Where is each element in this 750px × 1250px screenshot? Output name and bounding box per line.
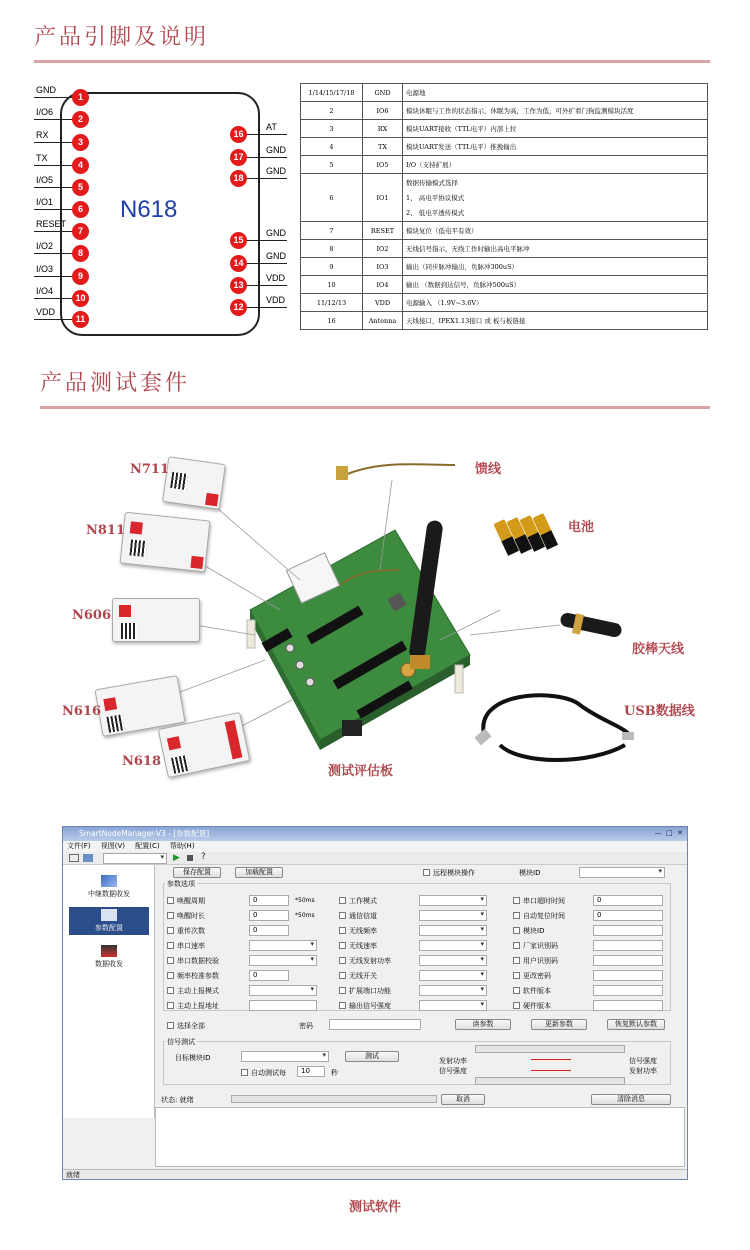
pin-description-cell bbox=[403, 240, 708, 258]
status-label: 状态: 就绪 bbox=[161, 1096, 194, 1104]
label-usb-cable: USB数据线 bbox=[624, 704, 695, 719]
module-n606 bbox=[112, 598, 200, 642]
pin-description-cell bbox=[403, 258, 708, 276]
param-checkbox[interactable] bbox=[167, 912, 174, 919]
pins-section-title: 产品引脚及说明 bbox=[34, 25, 210, 50]
auto-test-interval-input[interactable]: 10 bbox=[297, 1066, 325, 1077]
pin-number-cell: 2 bbox=[301, 102, 363, 120]
chip-right-pin-label: VDD bbox=[266, 295, 286, 305]
param-select[interactable] bbox=[249, 985, 317, 996]
param-unit: *50ms bbox=[295, 897, 315, 904]
param-value-input[interactable]: 0 bbox=[249, 895, 289, 906]
chip-left-pin-number: 11 bbox=[72, 311, 89, 328]
pin-description-table bbox=[300, 83, 708, 330]
pin-description-line: 1、 高电平协议模式 bbox=[406, 194, 465, 202]
pin-name-cell: IO5 bbox=[363, 156, 403, 174]
param-checkbox[interactable] bbox=[513, 987, 520, 994]
param-checkbox[interactable] bbox=[513, 912, 520, 919]
param-value-input[interactable] bbox=[593, 955, 663, 966]
label-feeder: 馈线 bbox=[475, 462, 502, 477]
module-id-label: 模块ID bbox=[519, 869, 541, 877]
param-checkbox[interactable] bbox=[513, 957, 520, 964]
label-n811: N811 bbox=[86, 523, 126, 538]
chip-right-pin-number: 12 bbox=[230, 299, 247, 316]
chip-right-pin-label: GND bbox=[266, 251, 286, 261]
param-label: 厂家识别码 bbox=[523, 942, 558, 950]
param-label: 模块ID bbox=[523, 927, 545, 935]
label-n711: N711 bbox=[130, 462, 170, 477]
param-select[interactable] bbox=[419, 925, 487, 936]
chip-right-pin-number: 15 bbox=[230, 232, 247, 249]
menu-help[interactable]: 帮助(H) bbox=[169, 842, 195, 850]
pin-table-row bbox=[301, 174, 708, 222]
load-config-button[interactable]: 加载配置 bbox=[235, 867, 283, 878]
pin-name-cell: IO1 bbox=[363, 174, 403, 222]
param-value-input[interactable] bbox=[593, 1000, 663, 1011]
status-bar: 就绪 bbox=[63, 1169, 687, 1179]
pin-description-cell bbox=[403, 138, 708, 156]
chip-name: N618 bbox=[120, 196, 178, 223]
param-label: 输出信号强度 bbox=[349, 1002, 391, 1010]
save-config-button[interactable]: 保存配置 bbox=[173, 867, 221, 878]
pin-description-line: I/O（支持扩展） bbox=[406, 161, 456, 169]
chip-left-pin-label: GND bbox=[36, 85, 56, 95]
param-select[interactable] bbox=[419, 910, 487, 921]
usb-cable-graphic bbox=[474, 695, 634, 760]
param-checkbox[interactable] bbox=[167, 957, 174, 964]
chip-right-pin-number: 16 bbox=[230, 126, 247, 143]
chip-left-pin-number: 5 bbox=[72, 179, 89, 196]
param-label: 扩展端口功能 bbox=[349, 987, 391, 995]
pin-number-cell: 3 bbox=[301, 120, 363, 138]
chip-right-pin-number: 18 bbox=[230, 170, 247, 187]
param-checkbox[interactable] bbox=[167, 987, 174, 994]
param-select[interactable] bbox=[249, 955, 317, 966]
module-n711 bbox=[162, 456, 226, 510]
kit-section-title: 产品测试套件 bbox=[40, 371, 191, 396]
param-value-input[interactable]: 0 bbox=[593, 910, 663, 921]
target-id-label: 目标模块ID bbox=[175, 1054, 211, 1062]
chip-left-pin-label: I/O6 bbox=[36, 107, 54, 117]
param-label: 无线速率 bbox=[349, 942, 377, 950]
tx-power-right-label: 发射功率 bbox=[629, 1067, 657, 1075]
chip-left-pin-line bbox=[34, 165, 72, 166]
toolbar bbox=[63, 852, 687, 865]
chip-left-pin-number: 3 bbox=[72, 134, 89, 151]
label-n606: N606 bbox=[72, 608, 112, 623]
param-label: 硬件版本 bbox=[523, 1002, 551, 1010]
param-select[interactable] bbox=[419, 895, 487, 906]
target-id-select[interactable] bbox=[241, 1051, 329, 1062]
pin-description-cell bbox=[403, 102, 708, 120]
chip-left-pin-label: I/O5 bbox=[36, 175, 54, 185]
chip-left-pin-label: I/O2 bbox=[36, 241, 54, 251]
pin-description-line: 模块复位（低电平有效） bbox=[406, 227, 478, 235]
auto-test-label: 自动测试每 bbox=[251, 1069, 286, 1077]
software-caption: 测试软件 bbox=[348, 1200, 401, 1215]
chip-left-pin-number: 10 bbox=[72, 290, 89, 307]
param-label: 唤醒时长 bbox=[177, 912, 205, 920]
select-all-checkbox[interactable] bbox=[167, 1022, 174, 1029]
chip-left-pin-number: 1 bbox=[72, 89, 89, 106]
param-select[interactable] bbox=[419, 1000, 487, 1011]
param-select[interactable] bbox=[419, 955, 487, 966]
chip-right-pin-label: GND bbox=[266, 228, 286, 238]
param-checkbox[interactable] bbox=[339, 987, 346, 994]
left-nav-panel bbox=[63, 865, 155, 1118]
play-icon[interactable]: ▶ bbox=[173, 853, 180, 863]
pin-name-cell: IO4 bbox=[363, 276, 403, 294]
pin-description-line: 模块UART接收（TTL电平）内部上拉 bbox=[406, 125, 517, 133]
param-checkbox[interactable] bbox=[339, 927, 346, 934]
param-checkbox[interactable] bbox=[513, 972, 520, 979]
param-label: 通信信道 bbox=[349, 912, 377, 920]
param-label: 重传次数 bbox=[177, 927, 205, 935]
param-checkbox[interactable] bbox=[339, 912, 346, 919]
data-icon bbox=[101, 945, 117, 957]
chip-right-pin-label: AT bbox=[266, 122, 277, 132]
label-battery: 电池 bbox=[568, 520, 595, 535]
param-label: 自动复位时间 bbox=[523, 912, 565, 920]
toolbar-icon-1[interactable] bbox=[69, 854, 79, 862]
pin-number-cell: 8 bbox=[301, 240, 363, 258]
param-checkbox[interactable] bbox=[167, 972, 174, 979]
chip-left-pin-line bbox=[34, 142, 72, 143]
param-checkbox[interactable] bbox=[167, 927, 174, 934]
pin-table-row bbox=[301, 138, 708, 156]
read-params-button[interactable]: 读参数 bbox=[455, 1019, 511, 1030]
pin-table-row bbox=[301, 120, 708, 138]
pin-table-row bbox=[301, 222, 708, 240]
chip-left-pin-number: 6 bbox=[72, 201, 89, 218]
pin-number-cell: 9 bbox=[301, 258, 363, 276]
chip-left-pin-line bbox=[34, 209, 72, 210]
update-params-button[interactable]: 更新参数 bbox=[531, 1019, 587, 1030]
chip-left-pin-number: 7 bbox=[72, 223, 89, 240]
chip-left-pin-line bbox=[34, 187, 72, 188]
chip-left-pin-number: 9 bbox=[72, 268, 89, 285]
chip-right-pin-number: 17 bbox=[230, 149, 247, 166]
pin-table-row bbox=[301, 84, 708, 102]
signal-progress-bottom bbox=[475, 1077, 625, 1085]
chip-right-pin-number: 14 bbox=[230, 255, 247, 272]
pin-description-cell bbox=[403, 156, 708, 174]
param-checkbox[interactable] bbox=[167, 897, 174, 904]
rubber-antenna-graphic bbox=[559, 612, 623, 639]
param-checkbox[interactable] bbox=[167, 1002, 174, 1009]
chip-left-pin-label: I/O4 bbox=[36, 286, 54, 296]
relay-icon bbox=[101, 875, 117, 887]
pin-name-cell: VDD bbox=[363, 294, 403, 312]
pin-number-cell: 4 bbox=[301, 138, 363, 156]
pin-description-line: 模块UART发送（TTL电平）推挽输出 bbox=[406, 143, 517, 151]
remote-op-label: 远程模块操作 bbox=[433, 869, 475, 877]
toolbar-port-select[interactable] bbox=[103, 853, 167, 864]
pin-name-cell: IO3 bbox=[363, 258, 403, 276]
chip-right-pin-line bbox=[247, 157, 287, 158]
pin-description-line: 数据传输模式选择 bbox=[406, 179, 458, 187]
pin-description-line: 2、 低电平透传模式 bbox=[406, 209, 465, 217]
pin-number-cell: 10 bbox=[301, 276, 363, 294]
tx-arrow bbox=[531, 1059, 571, 1060]
pin-table-row bbox=[301, 294, 708, 312]
param-value-input[interactable] bbox=[593, 940, 663, 951]
param-checkbox[interactable] bbox=[339, 1002, 346, 1009]
pin-number-cell: 5 bbox=[301, 156, 363, 174]
chip-left-pin-line bbox=[34, 298, 72, 299]
help-icon[interactable]: ? bbox=[201, 852, 206, 862]
pin-description-cell bbox=[403, 174, 708, 222]
pin-table-row bbox=[301, 258, 708, 276]
chip-left-pin-line bbox=[34, 119, 72, 120]
param-label: 更改密码 bbox=[523, 972, 551, 980]
rx-strength-left-label: 信号强度 bbox=[439, 1067, 467, 1075]
pin-description-cell bbox=[403, 312, 708, 330]
label-eval-board: 测试评估板 bbox=[328, 764, 394, 779]
param-unit: *50ms bbox=[295, 912, 315, 919]
chip-left-pin-line bbox=[34, 276, 72, 277]
password-label: 密码 bbox=[299, 1022, 313, 1030]
nav-data-transfer[interactable]: 数据收发 bbox=[69, 945, 149, 969]
param-select[interactable] bbox=[249, 940, 317, 951]
chip-left-pin-line bbox=[34, 319, 72, 320]
param-value-input[interactable]: 0 bbox=[249, 910, 289, 921]
menu-bar bbox=[63, 841, 687, 852]
pin-name-cell: IO2 bbox=[363, 240, 403, 258]
stop-icon[interactable] bbox=[187, 855, 193, 861]
param-select[interactable] bbox=[419, 940, 487, 951]
chip-left-pin-number: 2 bbox=[72, 111, 89, 128]
module-n811 bbox=[120, 512, 211, 573]
chip-right-pin-line bbox=[247, 134, 287, 135]
pin-name-cell: IO6 bbox=[363, 102, 403, 120]
param-value-input[interactable]: 0 bbox=[249, 925, 289, 936]
seconds-label: 秒 bbox=[331, 1069, 338, 1077]
clear-messages-button[interactable]: 清除消息 bbox=[591, 1094, 671, 1105]
pin-table-row bbox=[301, 312, 708, 330]
chip-left-pin-number: 8 bbox=[72, 245, 89, 262]
param-select[interactable] bbox=[419, 985, 487, 996]
chip-left-pin-label: TX bbox=[36, 153, 48, 163]
pin-description-cell bbox=[403, 120, 708, 138]
window-controls[interactable]: — □ ✕ bbox=[654, 829, 683, 837]
pin-description-line: 无线信号指示，无线工作时输出高电平脉冲 bbox=[406, 245, 530, 253]
param-checkbox[interactable] bbox=[513, 897, 520, 904]
pin-number-cell: 7 bbox=[301, 222, 363, 240]
software-window bbox=[62, 826, 688, 1180]
pin-name-cell: RX bbox=[363, 120, 403, 138]
pin-name-cell: TX bbox=[363, 138, 403, 156]
chip-left-pin-label: I/O1 bbox=[36, 197, 54, 207]
param-label: 主动上报地址 bbox=[177, 1002, 219, 1010]
param-checkbox[interactable] bbox=[513, 927, 520, 934]
config-icon bbox=[101, 909, 117, 921]
param-label: 主动上报模式 bbox=[177, 987, 219, 995]
chip-right-pin-line bbox=[247, 178, 287, 179]
toolbar-icon-2[interactable] bbox=[83, 854, 93, 862]
pin-table-row bbox=[301, 102, 708, 120]
batteries-graphic bbox=[493, 513, 558, 556]
chip-left-pin-label: I/O3 bbox=[36, 264, 54, 274]
chip-right-pin-label: GND bbox=[266, 166, 286, 176]
test-kit-photo bbox=[0, 420, 750, 800]
param-label: 无线开关 bbox=[349, 972, 377, 980]
signal-test-label: 信号测试 bbox=[167, 1038, 195, 1046]
pin-description-cell bbox=[403, 84, 708, 102]
param-label: 工作模式 bbox=[349, 897, 377, 905]
pin-table-row bbox=[301, 156, 708, 174]
param-label: 无线发射功率 bbox=[349, 957, 391, 965]
pin-table-row bbox=[301, 276, 708, 294]
param-checkbox[interactable] bbox=[339, 972, 346, 979]
pin-description-line: 模块休眠与工作的状态指示，休眠为高，工作为低，可外扩看门狗监测模块活度 bbox=[406, 107, 634, 115]
param-checkbox[interactable] bbox=[339, 957, 346, 964]
param-label: 无线频率 bbox=[349, 927, 377, 935]
pin-description-line: 输出 （数据到达信号，负脉冲500uS） bbox=[406, 281, 521, 289]
chip-left-pin-line bbox=[34, 253, 72, 254]
auto-test-checkbox[interactable] bbox=[241, 1069, 248, 1076]
pin-name-cell: RESET bbox=[363, 222, 403, 240]
pin-name-cell: GND bbox=[363, 84, 403, 102]
pin-number-cell: 6 bbox=[301, 174, 363, 222]
param-value-input[interactable]: 0 bbox=[593, 895, 663, 906]
pin-number-cell: 1/14/15/17/18 bbox=[301, 84, 363, 102]
pin-description-cell bbox=[403, 276, 708, 294]
param-checkbox[interactable] bbox=[339, 942, 346, 949]
main-progress-bar bbox=[231, 1095, 437, 1103]
pin-number-cell: 16 bbox=[301, 312, 363, 330]
kit-section-divider bbox=[40, 406, 710, 409]
param-checkbox[interactable] bbox=[339, 897, 346, 904]
param-value-input[interactable] bbox=[593, 970, 663, 981]
signal-progress-top bbox=[475, 1045, 625, 1053]
chip-right-pin-line bbox=[247, 263, 287, 264]
pin-number-cell: 11/12/13 bbox=[301, 294, 363, 312]
param-select[interactable] bbox=[419, 970, 487, 981]
password-input[interactable] bbox=[329, 1019, 421, 1030]
chip-left-pin-label: RX bbox=[36, 130, 49, 140]
select-all-label: 选择全部 bbox=[177, 1022, 205, 1030]
chip-right-pin-label: GND bbox=[266, 145, 286, 155]
label-n618: N618 bbox=[122, 754, 162, 769]
remote-op-checkbox[interactable] bbox=[423, 869, 430, 876]
param-checkbox[interactable] bbox=[513, 1002, 520, 1009]
pin-description-line: 电源地 bbox=[406, 89, 426, 97]
chip-right-pin-line bbox=[247, 285, 287, 286]
rx-arrow bbox=[531, 1070, 571, 1071]
pins-section-divider bbox=[34, 60, 710, 63]
module-id-select[interactable] bbox=[579, 867, 665, 878]
param-label: 软件版本 bbox=[523, 987, 551, 995]
pin-description-line: 输出（同步脉冲输出，负脉冲300uS） bbox=[406, 263, 519, 271]
param-value-input[interactable] bbox=[593, 985, 663, 996]
chip-right-pin-line bbox=[247, 240, 287, 241]
label-rubber-antenna: 胶棒天线 bbox=[632, 642, 685, 657]
pin-description-line: 天线接口，IPEX1.13接口 或 板与板链接 bbox=[406, 317, 526, 325]
param-value-input[interactable] bbox=[249, 1000, 317, 1011]
chip-right-pin-number: 13 bbox=[230, 277, 247, 294]
param-label: 唤醒周期 bbox=[177, 897, 205, 905]
pin-table-row bbox=[301, 240, 708, 258]
param-config-panel bbox=[159, 865, 685, 1118]
pin-description-cell bbox=[403, 294, 708, 312]
param-checkbox[interactable] bbox=[167, 942, 174, 949]
param-value-input[interactable] bbox=[593, 925, 663, 936]
param-value-input[interactable]: 0 bbox=[249, 970, 289, 981]
restore-default-button[interactable]: 恢复默认参数 bbox=[607, 1019, 665, 1030]
nav-relay-data[interactable]: 中继数据收发 bbox=[69, 875, 149, 899]
param-checkbox[interactable] bbox=[513, 942, 520, 949]
chip-left-pin-line bbox=[34, 231, 72, 232]
pin-description-cell bbox=[403, 222, 708, 240]
window-title: SmartNodeManager-V3 - [参数配置] bbox=[63, 827, 687, 841]
test-button[interactable]: 测试 bbox=[345, 1051, 399, 1062]
chip-left-pin-label: RESET bbox=[36, 219, 67, 229]
chip-right-pin-line bbox=[247, 307, 287, 308]
menu-view[interactable]: 视图(V) bbox=[100, 842, 125, 850]
nav-param-config[interactable]: 参数配置 bbox=[69, 907, 149, 935]
label-n616: N616 bbox=[62, 704, 102, 719]
chip-left-pin-number: 4 bbox=[72, 157, 89, 174]
param-label: 串口速率 bbox=[177, 942, 205, 950]
param-label: 用户识别码 bbox=[523, 957, 558, 965]
param-label: 串口数据校验 bbox=[177, 957, 219, 965]
rx-strength-right-label: 信号强度 bbox=[629, 1057, 657, 1065]
chip-left-pin-line bbox=[34, 97, 72, 98]
param-options-label: 参数选项 bbox=[167, 880, 195, 888]
param-label: 频率校准参数 bbox=[177, 972, 219, 980]
param-label: 串口超时时间 bbox=[523, 897, 565, 905]
cancel-button[interactable]: 取消 bbox=[441, 1094, 485, 1105]
message-log[interactable] bbox=[155, 1107, 685, 1167]
menu-file[interactable]: 文件(F) bbox=[67, 842, 91, 850]
tx-power-left-label: 发射功率 bbox=[439, 1057, 467, 1065]
pin-description-line: 电源输入 （1.9V~3.6V） bbox=[406, 299, 483, 307]
menu-config[interactable]: 配置(C) bbox=[135, 842, 160, 850]
pin-name-cell: Antenna bbox=[363, 312, 403, 330]
chip-right-pin-label: VDD bbox=[266, 273, 286, 283]
chip-left-pin-label: VDD bbox=[36, 307, 56, 317]
